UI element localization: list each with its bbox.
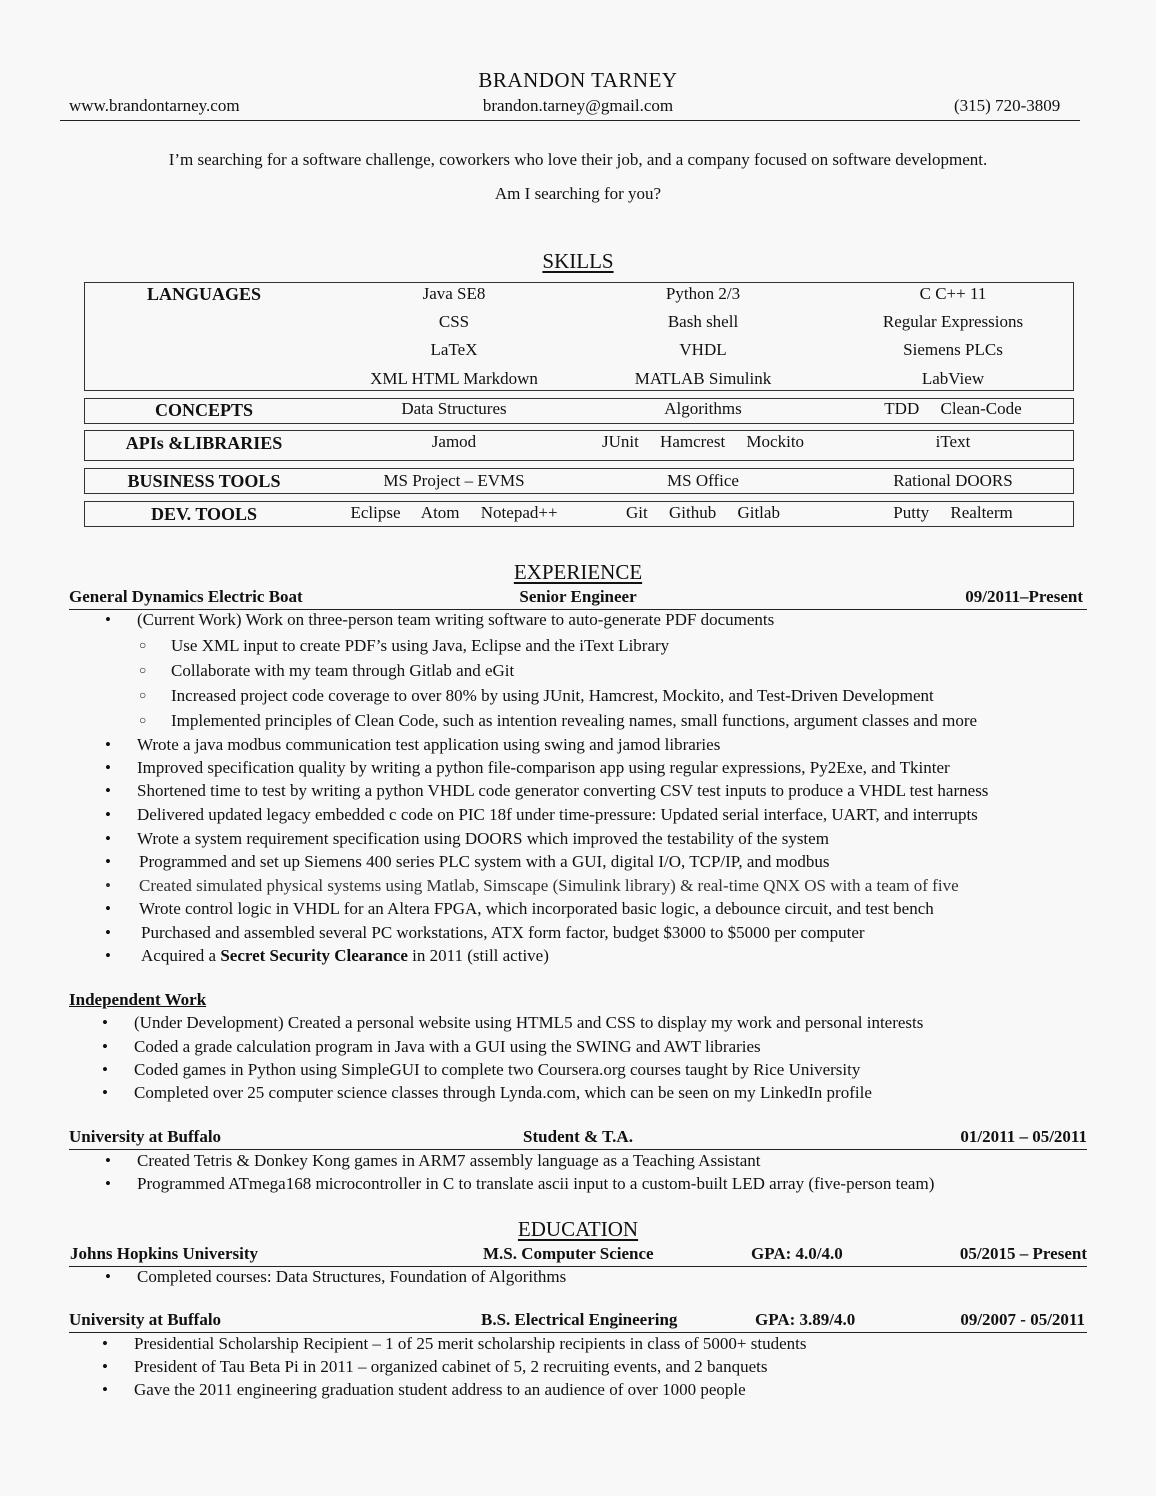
school-name: Johns Hopkins University xyxy=(70,1244,258,1263)
list-item: • Coded games in Python using SimpleGUI to complete two Coursera.org courses taught by Rice University xyxy=(102,1060,861,1079)
list-item: • Acquired a Secret Security Clearance in 2011 (still active) xyxy=(105,946,549,965)
job-header-ub xyxy=(69,1127,1087,1150)
independent-work-heading: Independent Work xyxy=(69,990,207,1009)
list-item: • (Current Work) Work on three-person team writing software to auto-generate PDF documents xyxy=(105,610,775,629)
school-name: University at Buffalo xyxy=(69,1310,222,1329)
list-item: • Purchased and assembled several PC workstations, ATX form factor, budget $3000 to $5000 per computer xyxy=(105,923,865,942)
edu-dates: 05/2015 – Present xyxy=(959,1244,1087,1263)
clearance-text: Secret Security Clearance xyxy=(220,946,408,965)
list-item: • Completed courses: Data Structures, Foundation of Algorithms xyxy=(105,1267,567,1286)
skill-item: Python 2/3 xyxy=(665,284,741,303)
skill-item: LabView xyxy=(921,369,985,388)
skill-item: Bash shell xyxy=(667,312,739,331)
list-item: • Improved specification quality by writing a python file-comparison app using regular expressions, Py2Exe, and Tkinter xyxy=(105,758,950,777)
list-item: • Wrote control logic in VHDL for an Altera FPGA, which incorporated basic logic, a debounce circuit, and test bench xyxy=(105,899,934,918)
job-header-gd xyxy=(69,587,1087,610)
skill-item: CSS xyxy=(438,312,470,331)
company-name: University at Buffalo xyxy=(69,1127,222,1146)
skill-item: Git Github Gitlab xyxy=(626,503,780,522)
skill-item: Eclipse Atom Notepad++ xyxy=(350,503,558,522)
intro-line-2: Am I searching for you? xyxy=(494,184,662,203)
skill-item: VHDL xyxy=(679,340,727,359)
skill-item: Rational DOORS xyxy=(893,471,1013,490)
list-item: • Shortened time to test by writing a python VHDL code generator converting CSV test inputs to produce a VHDL test harness xyxy=(105,781,989,800)
list-item: • Created simulated physical systems using Matlab, Simscape (Simulink library) & real-time QNX OS with a team of five xyxy=(105,876,959,895)
phone-number: (315) 720-3809 xyxy=(954,96,1061,115)
job-role: Senior Engineer xyxy=(519,587,637,606)
edu-header-ub xyxy=(69,1310,1087,1333)
email-link[interactable]: brandon.tarney@gmail.com xyxy=(482,96,674,115)
list-item: • Gave the 2011 engineering graduation student address to an audience of over 1000 people xyxy=(102,1380,746,1399)
degree: B.S. Electrical Engineering xyxy=(481,1310,678,1329)
intro-line-1: I’m searching for a software challenge, coworkers who love their job, and a company focused on software development. xyxy=(168,150,988,169)
concepts-label: CONCEPTS xyxy=(154,400,253,420)
gpa: GPA: 3.89/4.0 xyxy=(755,1310,856,1329)
list-item: • (Under Development) Created a personal website using HTML5 and CSS to display my work and personal interests xyxy=(102,1013,924,1032)
skill-item: Jamod xyxy=(431,432,477,451)
website-link[interactable]: www.brandontarney.com xyxy=(69,96,240,115)
company-name: General Dynamics Electric Boat xyxy=(69,587,303,606)
skill-item: Algorithms xyxy=(664,399,742,418)
sub-list-item: ○ Collaborate with my team through Gitlab and eGit xyxy=(139,661,515,680)
list-item: • Programmed and set up Siemens 400 series PLC system with a GUI, digital I/O, TCP/IP, and modbus xyxy=(105,852,830,871)
skill-item: LaTeX xyxy=(430,340,478,359)
list-item: • Presidential Scholarship Recipient – 1 of 25 merit scholarship recipients in class of 5000+ students xyxy=(102,1334,807,1353)
skill-item: JUnit Hamcrest Mockito xyxy=(601,432,805,451)
job-dates: 01/2011 – 05/2011 xyxy=(960,1127,1087,1146)
apis-label: APIs &LIBRARIES xyxy=(125,433,283,453)
experience-heading: EXPERIENCE xyxy=(513,560,643,584)
edu-header-jhu xyxy=(69,1244,1087,1267)
skills-heading: SKILLS xyxy=(542,249,614,273)
skill-item: XML HTML Markdown xyxy=(370,369,538,388)
skill-item: C C++ 11 xyxy=(919,284,987,303)
dev-tools-label: DEV. TOOLS xyxy=(150,504,258,524)
skill-item: Java SE8 xyxy=(422,284,486,303)
degree: M.S. Computer Science xyxy=(483,1244,654,1263)
list-item: • Programmed ATmega168 microcontroller in C to translate ascii input to a custom-built LED array (five-person team) xyxy=(105,1174,935,1193)
job-dates: 09/2011–Present xyxy=(965,587,1083,606)
job-role: Student & T.A. xyxy=(523,1127,633,1146)
list-item: • Created Tetris & Donkey Kong games in ARM7 assembly language as a Teaching Assistant xyxy=(105,1151,761,1170)
gpa: GPA: 4.0/4.0 xyxy=(751,1244,843,1263)
list-item: • Wrote a system requirement specification using DOORS which improved the testability of the system xyxy=(105,829,829,848)
skill-item: MS Office xyxy=(667,471,739,490)
list-item: • Wrote a java modbus communication test application using swing and jamod libraries xyxy=(105,735,721,754)
list-item: • Delivered updated legacy embedded c code on PIC 18f under time-pressure: Updated serial interface, UART, and interrupts xyxy=(105,805,978,824)
list-item: • President of Tau Beta Pi in 2011 – organized cabinet of 5, 2 recruiting events, and 2 banquets xyxy=(102,1357,768,1376)
skill-item: Siemens PLCs xyxy=(903,340,1003,359)
skill-item: Regular Expressions xyxy=(882,312,1024,331)
skill-item: MS Project – EVMS xyxy=(383,471,525,490)
edu-dates: 09/2007 - 05/2011 xyxy=(960,1310,1085,1329)
skill-item: iText xyxy=(935,432,971,451)
sub-list-item: ○ Use XML input to create PDF’s using Java, Eclipse and the iText Library xyxy=(139,636,670,655)
sub-list-item: ○ Implemented principles of Clean Code, such as intention revealing names, small functions, argument classes and more xyxy=(139,711,978,730)
resume-name: BRANDON TARNEY xyxy=(478,68,678,92)
business-tools-label: BUSINESS TOOLS xyxy=(127,471,281,491)
list-item: • Completed over 25 computer science classes through Lynda.com, which can be seen on my LinkedIn profile xyxy=(102,1083,872,1102)
sub-list-item: ○ Increased project code coverage to over 80% by using JUnit, Hamcrest, Mockito, and Test-Driven Development xyxy=(139,686,934,705)
education-heading: EDUCATION xyxy=(517,1217,639,1241)
skill-item: TDD Clean-Code xyxy=(884,399,1022,418)
skill-item: MATLAB Simulink xyxy=(634,369,772,388)
header-divider xyxy=(60,120,1080,121)
list-item: • Coded a grade calculation program in Java with a GUI using the SWING and AWT libraries xyxy=(102,1037,761,1056)
languages-label: LANGUAGES xyxy=(146,284,262,304)
skill-item: Data Structures xyxy=(401,399,507,418)
skill-item: Putty Realterm xyxy=(893,503,1013,522)
